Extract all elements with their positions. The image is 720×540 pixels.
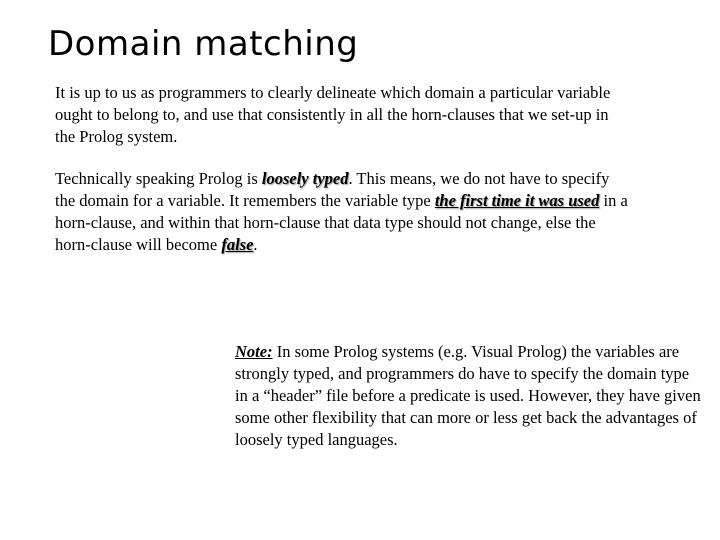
paragraph2-text-4: . — [253, 235, 258, 254]
slide-title: Domain matching — [48, 24, 359, 64]
paragraph-loosely-typed — [55, 168, 630, 256]
emphasis-first-time-used: the first time it was used — [434, 191, 600, 210]
note-box — [235, 341, 705, 451]
note-label: Note: — [235, 342, 273, 361]
paragraph2-text-2: . This means, we do not have to specify the domain for a variable. It remembers the variable type — [55, 169, 610, 210]
paragraph-domain-delineation: It is up to us as programmers to clearly delineate which domain a particular variable ought to belong to, and use that consistently in all the horn-clauses that we set-up in the Prolog system. — [55, 83, 611, 146]
emphasis-loosely-typed: loosely typed — [261, 169, 349, 188]
emphasis-false: false — [221, 235, 254, 254]
paragraph2-text-1: Technically speaking Prolog is — [55, 169, 262, 188]
paragraph2-text-3: in a horn-clause, and within that horn-clause that data type should not change, else the horn-clause will become — [55, 191, 628, 254]
note-text: In some Prolog systems (e.g. Visual Prolog) the variables are strongly typed, and programmers do have to specify the domain type in a “header” file before a predicate is used. However, they have given some other flexibility that can more or less get back the advantages of loosely typed languages. — [235, 342, 701, 449]
